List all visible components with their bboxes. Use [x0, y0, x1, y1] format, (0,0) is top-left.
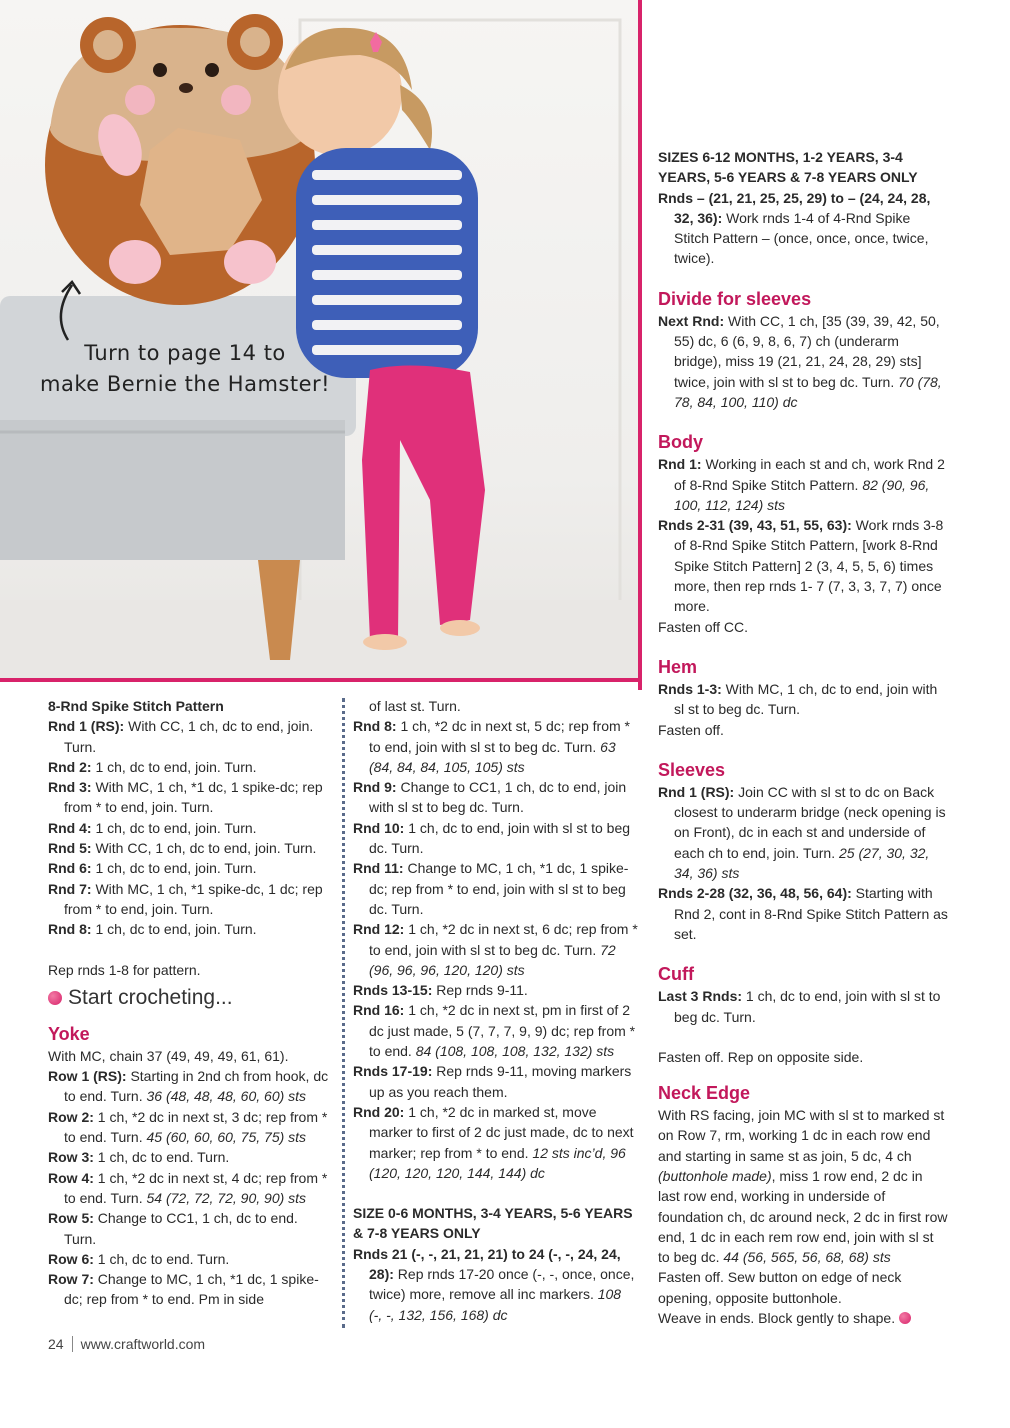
hem-heading: Hem	[658, 656, 698, 677]
start-crocheting-heading: Start crocheting...	[48, 984, 330, 1012]
yoke-round-8: Rnds 17-19: Rep rnds 9-11, moving markers up as you reach them.	[353, 1063, 632, 1100]
yoke-row-6: Row 6: 1 ch, dc to end. Turn.	[48, 1250, 230, 1267]
column-1	[48, 696, 330, 1310]
pattern-round-7: Rnd 7: With MC, 1 ch, *1 spike-dc, 1 dc; rep from * to end, join. Turn.	[48, 880, 323, 917]
page-footer	[48, 1336, 205, 1352]
yoke-rounds	[353, 716, 638, 1183]
yoke-row-4: Row 4: 1 ch, *2 dc in next st, 4 dc; rep from * to end. Turn. 54 (72, 72, 72, 90, 90) sts	[48, 1169, 328, 1206]
callout-line-2: make Bernie the Hamster!	[40, 372, 331, 396]
yoke-row-5: Row 5: Change to CC1, 1 ch, dc to end. Turn.	[48, 1210, 298, 1247]
cuff-round: Last 3 Rnds: 1 ch, dc to end, join with sl st to beg dc. Turn.	[658, 988, 941, 1025]
footer-separator	[72, 1336, 73, 1352]
hem-round: Rnds 1-3: With MC, 1 ch, dc to end, join with sl st to beg dc. Turn.	[658, 680, 938, 718]
yoke-row-2: Row 2: 1 ch, *2 dc in next st, 3 dc; rep from * to end. Turn. 45 (60, 60, 60, 75, 75) sts	[48, 1108, 328, 1146]
size-round-col3: Rnds – (21, 21, 25, 25, 29) to – (24, 24, 28, 32, 36): Work rnds 1-4 of 4-Rnd Spike Stitch Pattern – (once, once, once, twice, twice).	[658, 189, 931, 267]
yarn-ball-end-icon	[899, 1312, 911, 1324]
yoke-round-1: Rnd 8: 1 ch, *2 dc in next st, 5 dc; rep from * to end, join with sl st to beg dc. Turn. 63 (84, 84, 84, 105, 105) sts	[353, 718, 631, 775]
body-rounds	[658, 454, 948, 616]
yoke-round-3: Rnd 10: 1 ch, dc to end, join with sl st to beg dc. Turn.	[353, 819, 631, 857]
body-round-2: Rnds 2-31 (39, 43, 51, 55, 63): Work rnds 3-8 of 8-Rnd Spike Stitch Pattern, [work 8-Rnd Spike Stitch Pattern] 2 (3, 4, 5, 5, 6) times more, then rep rnds 1- 7 (7, 3, 3, 7, 7) once more.	[658, 517, 944, 615]
pattern-round-2: Rnd 2: 1 ch, dc to end, join. Turn.	[48, 758, 257, 775]
hamster-toy	[45, 14, 315, 305]
footer-url: www.craftworld.com	[80, 1336, 206, 1352]
divide-round: Next Rnd: With CC, 1 ch, [35 (39, 39, 42, 50, 55) dc, 6 (6, 9, 8, 6, 7) ch (underarm bridge), miss 19 (21, 21, 24, 28, 29) sts] twice, join with sl st to beg dc. Turn. 70 (78, 78, 84, 100, 110) dc	[658, 312, 942, 410]
yoke-round-7: Rnd 16: 1 ch, *2 dc in next st, pm in first of 2 dc just made, 5 (7, 7, 7, 9, 9) dc; rep from * to end. 84 (108, 108, 108, 132, 132) sts	[353, 1002, 636, 1060]
callout-text	[40, 338, 330, 400]
body-fasten: Fasten off CC.	[658, 618, 749, 635]
yoke-heading: Yoke	[48, 1023, 90, 1044]
yoke-round-5: Rnd 12: 1 ch, *2 dc in next st, 6 dc; rep from * to end, join with sl st to beg dc. Turn. 72 (96, 96, 96, 120, 120) sts	[353, 921, 638, 978]
sleeve-rounds	[658, 782, 948, 944]
pattern-heading: 8-Rnd Spike Stitch Pattern	[48, 698, 224, 714]
callout-line-1: Turn to page 14 to	[84, 341, 286, 365]
size-round-col2: Rnds 21 (-, -, 21, 21, 21) to 24 (-, -, 24, 24, 28): Rep rnds 17-20 once (-, -, once, once, twice) more, remove all inc markers. 108 (-, -, 132, 156, 168) dc	[353, 1245, 635, 1323]
divide-heading: Divide for sleeves	[658, 288, 812, 309]
size-heading-col3: SIZES 6-12 MONTHS, 1-2 YEARS, 3-4 YEARS, 5-6 YEARS & 7-8 YEARS ONLY	[658, 149, 918, 186]
yoke-round-4: Rnd 11: Change to MC, 1 ch, *1 dc, 1 spike-dc; rep from * to end, join with sl st to beg dc. Turn.	[353, 860, 629, 917]
yarn-ball-icon	[48, 991, 62, 1005]
footstool-base	[0, 420, 345, 560]
yoke-row-3: Row 3: 1 ch, dc to end. Turn.	[48, 1149, 230, 1166]
pink-rule-vertical	[638, 0, 642, 690]
cuff-fasten: Fasten off. Rep on opposite side.	[658, 1048, 864, 1065]
yoke-intro: With MC, chain 37 (49, 49, 49, 61, 61).	[48, 1047, 289, 1064]
yoke-rows	[48, 1066, 330, 1310]
column-divider-1	[342, 698, 345, 1328]
column-2	[353, 696, 638, 1325]
neck-heading: Neck Edge	[658, 1083, 751, 1104]
sleeves-heading: Sleeves	[658, 759, 726, 780]
pink-rule-horizontal	[0, 678, 642, 682]
yoke-round-2: Rnd 9: Change to CC1, 1 ch, dc to end, join with sl st to beg dc. Turn.	[353, 779, 627, 816]
neck-weave: Weave in ends. Block gently to shape.	[658, 1308, 948, 1328]
sleeve-round-2: Rnds 2-28 (32, 36, 48, 56, 64): Starting with Rnd 2, cont in 8-Rnd Spike Stitch Pattern as set.	[658, 885, 948, 942]
body-round-1: Rnd 1: Working in each st and ch, work Rnd 2 of 8-Rnd Spike Stitch Pattern. 82 (90, 96, 100, 112, 124) sts	[658, 456, 945, 513]
hero-photo	[0, 0, 638, 678]
sleeve-round-1: Rnd 1 (RS): Join CC with sl st to dc on Back closest to underarm bridge (neck opening is on Front), dc in each st and underside of each ch to end, join. Turn. 25 (27, 30, 32, 34, 36) sts	[658, 783, 946, 882]
neck-text: With RS facing, join MC with sl st to marked st on Row 7, rm, working 1 dc in each row end and starting in same st as join, 5 dc, 4 ch (buttonhole made), miss 1 row end, 2 dc in last row end, working in underside of foundation ch, dc around neck, 2 dc in first row end, 1 dc in each rem row end, join with sl st to beg dc. 44 (56, 565, 56, 68, 68) sts	[658, 1107, 948, 1266]
hem-fasten: Fasten off.	[658, 721, 724, 738]
pattern-round-1: Rnd 1 (RS): With CC, 1 ch, dc to end, join. Turn.	[48, 718, 314, 755]
pattern-round-6: Rnd 6: 1 ch, dc to end, join. Turn.	[48, 860, 257, 877]
pattern-round-5: Rnd 5: With CC, 1 ch, dc to end, join. Turn.	[48, 840, 317, 857]
yoke-row-1: Row 1 (RS): Starting in 2nd ch from hook, dc to end. Turn. 36 (48, 48, 48, 60, 60) sts	[48, 1068, 329, 1105]
yoke-row-7: Row 7: Change to MC, 1 ch, *1 dc, 1 spike-dc; rep from * to end. Pm in side	[48, 1271, 319, 1308]
pattern-round-8: Rnd 8: 1 ch, dc to end, join. Turn.	[48, 921, 257, 938]
pattern-rounds	[48, 716, 330, 939]
pattern-round-4: Rnd 4: 1 ch, dc to end, join. Turn.	[48, 819, 257, 836]
size-heading-col2: SIZE 0-6 MONTHS, 3-4 YEARS, 5-6 YEARS & 7-8 YEARS ONLY	[353, 1205, 633, 1242]
pink-leggings	[362, 365, 485, 640]
continued-text: of last st. Turn.	[369, 698, 461, 714]
rep-note: Rep rnds 1-8 for pattern.	[48, 961, 201, 978]
cuff-heading: Cuff	[658, 964, 694, 985]
column-3	[658, 147, 948, 1328]
page-number: 24	[48, 1336, 64, 1352]
body-heading: Body	[658, 432, 703, 453]
pattern-round-3: Rnd 3: With MC, 1 ch, *1 dc, 1 spike-dc; rep from * to end, join. Turn.	[48, 779, 323, 816]
yoke-round-9: Rnd 20: 1 ch, *2 dc in marked st, move marker to first of 2 dc just made, dc to next marker; rep from * to end. 12 sts inc’d, 96 (120, 120, 120, 144, 144) dc	[353, 1103, 634, 1181]
yoke-round-6: Rnds 13-15: Rep rnds 9-11.	[353, 982, 528, 999]
neck-fasten: Fasten off. Sew button on edge of neck opening, opposite buttonhole.	[658, 1269, 902, 1306]
